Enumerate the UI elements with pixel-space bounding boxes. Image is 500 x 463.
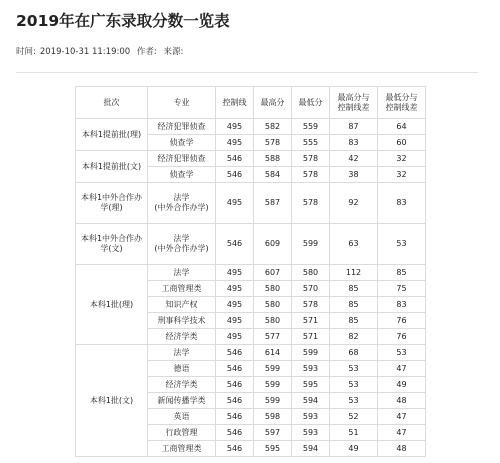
admission-scores-table <box>75 86 426 457</box>
max-diff-cell: 85 <box>330 281 378 297</box>
max-diff-cell: 42 <box>330 151 378 167</box>
major-cell: 知识产权 <box>148 297 216 313</box>
max-score-cell: 580 <box>254 281 292 297</box>
major-cell: 法学 (中外合作办学) <box>148 183 216 224</box>
max-score-cell: 588 <box>254 151 292 167</box>
table-header-row <box>76 87 426 119</box>
batch-cell: 本科1批(理) <box>76 265 148 345</box>
page-title: 2019年在广东录取分数一览表 <box>16 12 230 30</box>
max-diff-cell: 53 <box>330 393 378 409</box>
header-max-score: 最高分 <box>254 87 292 119</box>
major-cell: 经济犯罪侦查 <box>148 119 216 135</box>
table-row <box>76 183 426 224</box>
source-label: 来源: <box>163 47 184 57</box>
min-score-cell: 578 <box>292 297 330 313</box>
control-line-cell: 495 <box>216 329 254 345</box>
header-batch: 批次 <box>76 87 148 119</box>
control-line-cell: 546 <box>216 151 254 167</box>
min-diff-cell: 60 <box>378 135 426 151</box>
author-label: 作者: <box>136 47 157 57</box>
table-row <box>76 224 426 265</box>
control-line-cell: 495 <box>216 135 254 151</box>
min-diff-cell: 76 <box>378 313 426 329</box>
max-diff-cell: 87 <box>330 119 378 135</box>
control-line-cell: 546 <box>216 224 254 265</box>
header-control-line: 控制线 <box>216 87 254 119</box>
control-line-cell: 546 <box>216 425 254 441</box>
max-score-cell: 609 <box>254 224 292 265</box>
min-diff-cell: 47 <box>378 361 426 377</box>
min-score-cell: 594 <box>292 393 330 409</box>
batch-cell: 本科1提前批(文) <box>76 151 148 183</box>
min-score-cell: 555 <box>292 135 330 151</box>
min-score-cell: 578 <box>292 183 330 224</box>
major-cell: 侦查学 <box>148 135 216 151</box>
max-score-cell: 580 <box>254 313 292 329</box>
publish-time: 2019-10-31 11:19:00 <box>39 47 131 57</box>
control-line-cell: 546 <box>216 167 254 183</box>
max-score-cell: 584 <box>254 167 292 183</box>
max-score-cell: 599 <box>254 393 292 409</box>
control-line-cell: 546 <box>216 409 254 425</box>
max-diff-cell: 52 <box>330 409 378 425</box>
min-score-cell: 578 <box>292 167 330 183</box>
min-diff-cell: 47 <box>378 425 426 441</box>
max-diff-cell: 53 <box>330 377 378 393</box>
major-cell: 工商管理类 <box>148 441 216 457</box>
min-diff-cell: 32 <box>378 151 426 167</box>
min-diff-cell: 76 <box>378 329 426 345</box>
major-cell: 工商管理类 <box>148 281 216 297</box>
control-line-cell: 546 <box>216 441 254 457</box>
min-score-cell: 593 <box>292 409 330 425</box>
min-score-cell: 571 <box>292 313 330 329</box>
max-diff-cell: 53 <box>330 361 378 377</box>
control-line-cell: 495 <box>216 183 254 224</box>
min-score-cell: 570 <box>292 281 330 297</box>
control-line-cell: 546 <box>216 377 254 393</box>
batch-cell: 本科1中外合作办学(文) <box>76 224 148 265</box>
min-score-cell: 599 <box>292 224 330 265</box>
min-score-cell: 571 <box>292 329 330 345</box>
min-diff-cell: 47 <box>378 409 426 425</box>
header-min-score: 最低分 <box>292 87 330 119</box>
min-diff-cell: 32 <box>378 167 426 183</box>
major-cell: 经济学类 <box>148 377 216 393</box>
min-diff-cell: 83 <box>378 297 426 313</box>
time-label: 时间: <box>16 47 36 57</box>
major-cell: 法学 (中外合作办学) <box>148 224 216 265</box>
min-diff-cell: 53 <box>378 224 426 265</box>
batch-cell: 本科1提前批(理) <box>76 119 148 151</box>
major-cell: 英语 <box>148 409 216 425</box>
min-diff-cell: 85 <box>378 265 426 281</box>
max-diff-cell: 112 <box>330 265 378 281</box>
min-score-cell: 594 <box>292 441 330 457</box>
max-score-cell: 614 <box>254 345 292 361</box>
header-divider <box>16 72 478 73</box>
control-line-cell: 546 <box>216 345 254 361</box>
max-diff-cell: 63 <box>330 224 378 265</box>
max-score-cell: 597 <box>254 425 292 441</box>
max-score-cell: 598 <box>254 409 292 425</box>
major-cell: 刑事科学技术 <box>148 313 216 329</box>
min-diff-cell: 53 <box>378 345 426 361</box>
control-line-cell: 495 <box>216 313 254 329</box>
max-score-cell: 599 <box>254 361 292 377</box>
min-score-cell: 595 <box>292 377 330 393</box>
major-cell: 法学 <box>148 345 216 361</box>
min-score-cell: 559 <box>292 119 330 135</box>
max-score-cell: 599 <box>254 377 292 393</box>
max-score-cell: 580 <box>254 297 292 313</box>
min-diff-cell: 49 <box>378 377 426 393</box>
control-line-cell: 495 <box>216 119 254 135</box>
major-cell: 侦查学 <box>148 167 216 183</box>
header-max-diff: 最高分与 控制线差 <box>330 87 378 119</box>
max-diff-cell: 82 <box>330 329 378 345</box>
min-diff-cell: 64 <box>378 119 426 135</box>
control-line-cell: 546 <box>216 361 254 377</box>
major-cell: 法学 <box>148 265 216 281</box>
min-diff-cell: 83 <box>378 183 426 224</box>
max-diff-cell: 83 <box>330 135 378 151</box>
max-diff-cell: 51 <box>330 425 378 441</box>
major-cell: 经济学类 <box>148 329 216 345</box>
major-cell: 新闻传播学类 <box>148 393 216 409</box>
table-body <box>76 119 426 457</box>
table-row <box>76 151 426 167</box>
max-diff-cell: 49 <box>330 441 378 457</box>
major-cell: 经济犯罪侦查 <box>148 151 216 167</box>
min-score-cell: 580 <box>292 265 330 281</box>
min-diff-cell: 48 <box>378 441 426 457</box>
control-line-cell: 495 <box>216 281 254 297</box>
max-diff-cell: 85 <box>330 297 378 313</box>
min-score-cell: 599 <box>292 345 330 361</box>
min-score-cell: 593 <box>292 361 330 377</box>
max-score-cell: 595 <box>254 441 292 457</box>
table-row <box>76 119 426 135</box>
table-row <box>76 345 426 361</box>
max-diff-cell: 68 <box>330 345 378 361</box>
article-meta <box>16 45 187 57</box>
max-diff-cell: 92 <box>330 183 378 224</box>
min-score-cell: 593 <box>292 425 330 441</box>
max-score-cell: 578 <box>254 135 292 151</box>
control-line-cell: 495 <box>216 265 254 281</box>
major-cell: 德语 <box>148 361 216 377</box>
max-score-cell: 582 <box>254 119 292 135</box>
max-score-cell: 587 <box>254 183 292 224</box>
major-cell: 行政管理 <box>148 425 216 441</box>
min-diff-cell: 48 <box>378 393 426 409</box>
header-min-diff: 最低分与 控制线差 <box>378 87 426 119</box>
max-diff-cell: 38 <box>330 167 378 183</box>
min-diff-cell: 75 <box>378 281 426 297</box>
control-line-cell: 495 <box>216 297 254 313</box>
max-score-cell: 577 <box>254 329 292 345</box>
header-major: 专业 <box>148 87 216 119</box>
max-score-cell: 607 <box>254 265 292 281</box>
min-score-cell: 578 <box>292 151 330 167</box>
batch-cell: 本科1批(文) <box>76 345 148 457</box>
table-row <box>76 265 426 281</box>
max-diff-cell: 85 <box>330 313 378 329</box>
control-line-cell: 546 <box>216 393 254 409</box>
batch-cell: 本科1中外合作办学(理) <box>76 183 148 224</box>
